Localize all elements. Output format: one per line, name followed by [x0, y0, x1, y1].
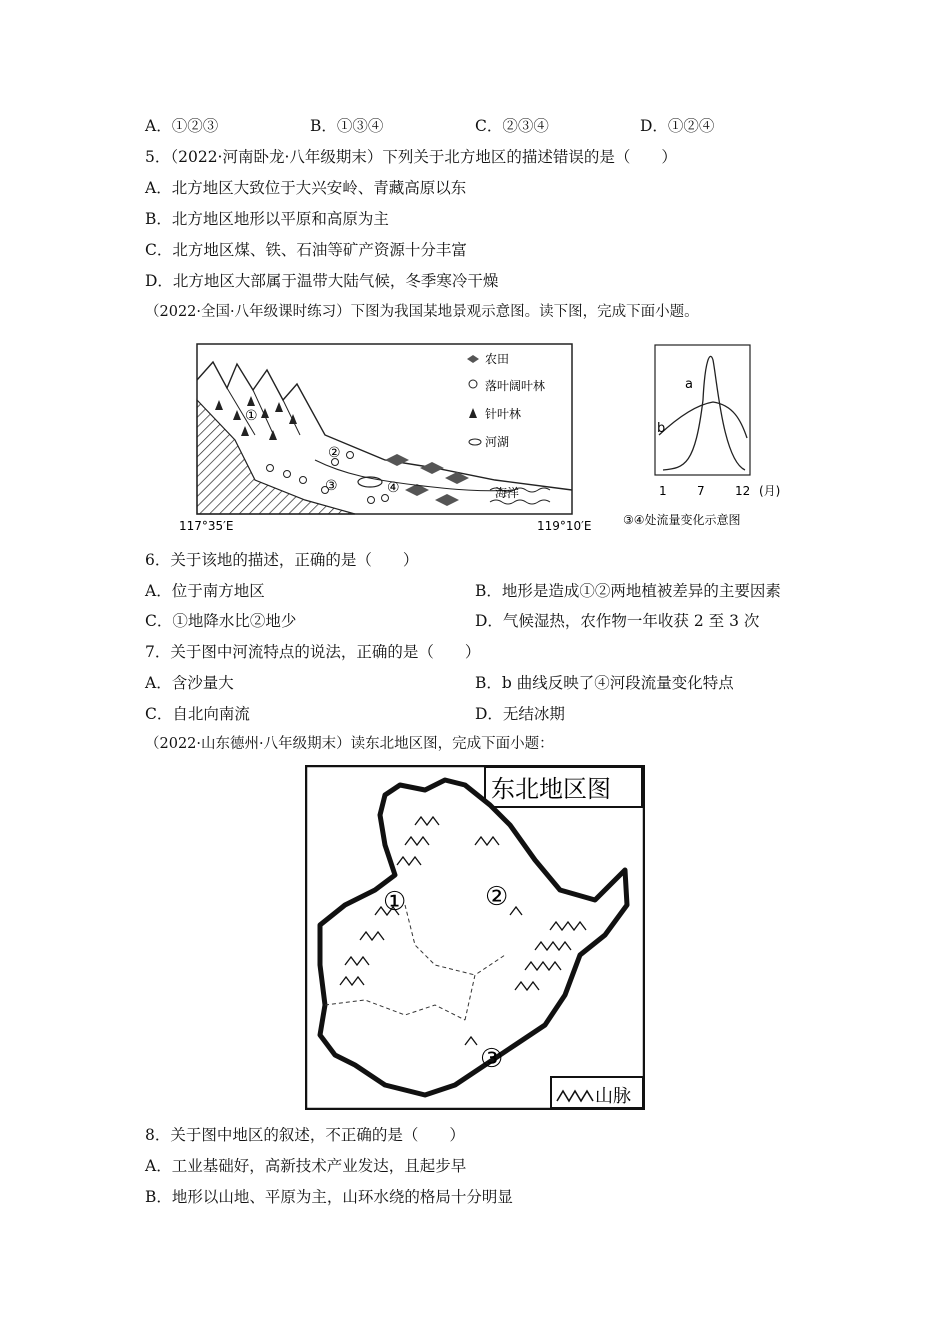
lon-right: 119°10′E [537, 519, 592, 533]
lon-left: 117°35′E [179, 519, 234, 533]
q5-option-d: D．北方地区大部属于温带大陆气候，冬季寒冷干燥 [145, 272, 499, 290]
q4-option-b: B．①③④ [310, 117, 384, 135]
curve-a-label: a [685, 377, 693, 392]
mark-3: ③ [325, 478, 338, 494]
curve-b-label: b [657, 421, 666, 436]
q8-option-a: A．工业基础好，高新技术产业发达，且起步早 [145, 1157, 467, 1175]
q7-option-b: B．b 曲线反映了④河段流量变化特点 [475, 674, 734, 692]
mark-1: ① [245, 408, 258, 424]
q4-option-a: A．①②③ [145, 117, 219, 135]
q6-option-c: C．①地降水比②地少 [145, 612, 297, 630]
q5-stem: 5．（2022·河南卧龙·八年级期末）下列关于北方地区的描述错误的是（ ） [145, 148, 677, 166]
q5-option-a: A．北方地区大致位于大兴安岭、青藏高原以东 [145, 179, 467, 197]
q6-option-a: A．位于南方地区 [145, 582, 265, 600]
legend-lake: 河湖 [485, 435, 510, 449]
q4-option-c: C．②③④ [475, 117, 549, 135]
q7-stem: 7．关于图中河流特点的说法，正确的是（ ） [145, 643, 481, 661]
q8-stem: 8．关于图中地区的叙述，不正确的是（ ） [145, 1126, 465, 1144]
q5-option-b: B．北方地区地形以平原和高原为主 [145, 210, 389, 228]
group1-intro: （2022·全国·八年级课时练习）下图为我国某地景观示意图。读下图，完成下面小题。 [145, 304, 699, 320]
northeast-map [305, 765, 645, 1110]
q6-stem: 6．关于该地的描述，正确的是（ ） [145, 551, 419, 569]
map-mark-1: ① [383, 887, 407, 917]
q6-option-d: D．气候湿热，农作物一年收获 2 至 3 次 [475, 612, 760, 630]
mark-2: ② [328, 445, 341, 461]
flow-chart [615, 340, 795, 535]
legend-conifer: 针叶林 [485, 407, 522, 421]
map-legend-label: 山脉 [595, 1086, 631, 1107]
q8-option-b: B．地形以山地、平原为主，山环水绕的格局十分明显 [145, 1188, 513, 1206]
q4-option-d: D．①②④ [640, 117, 715, 135]
chart-frame [655, 345, 750, 475]
map-title: 东北地区图 [491, 775, 611, 803]
map-mark-2: ② [485, 882, 509, 912]
x-unit: (月) [759, 484, 781, 498]
q6-option-b: B．地形是造成①②两地植被差异的主要因素 [475, 582, 781, 600]
sea-label: 海洋 [495, 486, 520, 500]
x-tick-1: 1 [659, 484, 667, 498]
q7-option-a: A．含沙量大 [145, 674, 234, 692]
chart-caption: ③④处流量变化示意图 [623, 513, 741, 527]
q5-option-c: C．北方地区煤、铁、石油等矿产资源十分丰富 [145, 241, 467, 259]
q7-option-c: C．自北向南流 [145, 705, 250, 723]
legend-broadleaf: 落叶阔叶林 [485, 379, 546, 393]
legend-farmland: 农田 [485, 352, 510, 366]
landscape-figure [175, 340, 605, 535]
q7-option-d: D．无结冰期 [475, 705, 565, 723]
mark-4: ④ [387, 480, 400, 496]
group2-intro: （2022·山东德州·八年级期末）读东北地区图，完成下面小题： [145, 736, 554, 752]
x-tick-7: 7 [697, 484, 705, 498]
x-tick-12: 12 [735, 484, 751, 498]
map-mark-3: ③ [480, 1044, 504, 1074]
